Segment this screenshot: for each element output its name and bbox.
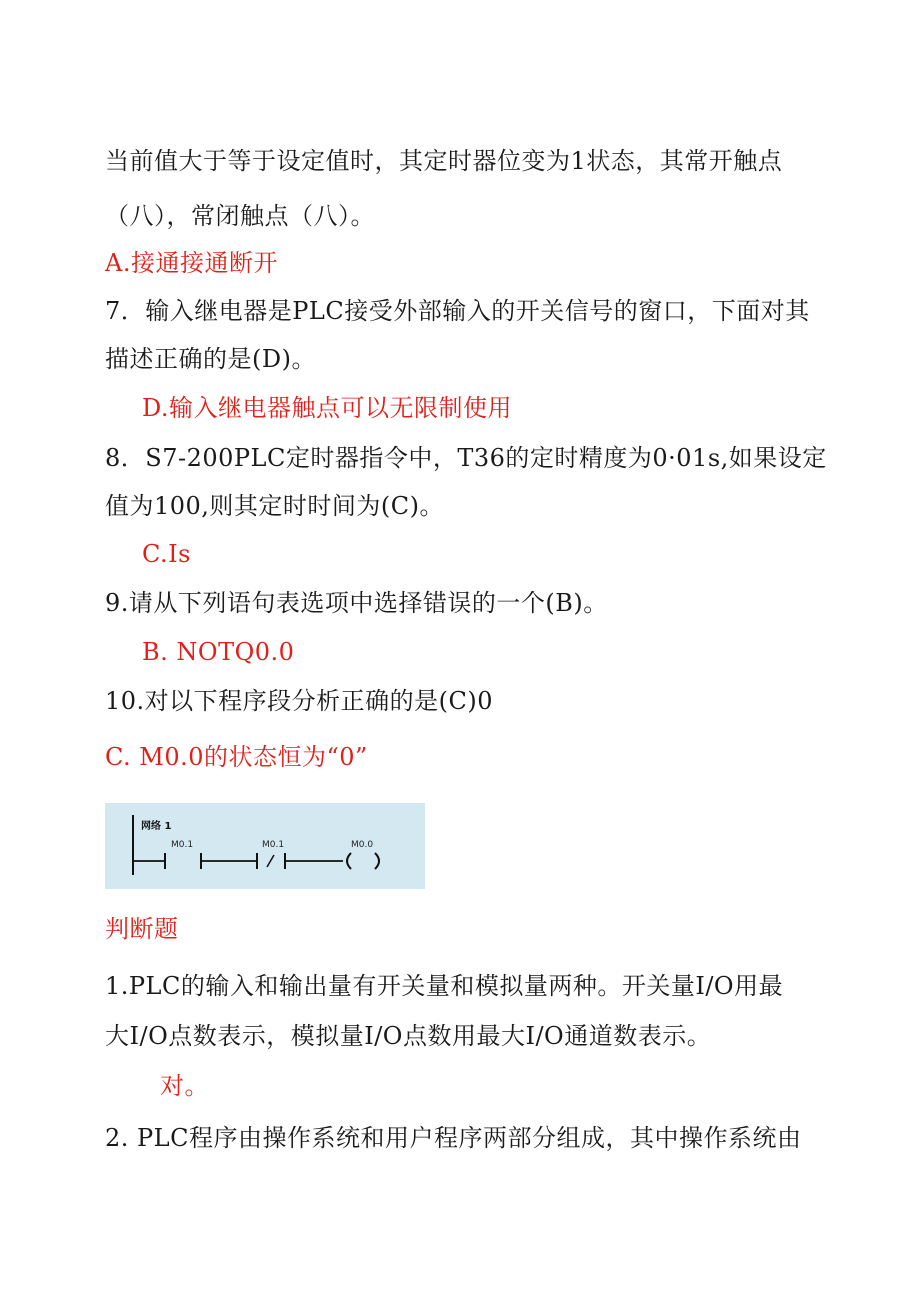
section-heading-judgment: 判断题 bbox=[105, 915, 179, 943]
contact2-slash bbox=[267, 855, 274, 867]
question-7-line: 7．输入继电器是PLC接受外部输入的开关信号的窗口，下面对其 bbox=[105, 297, 810, 325]
answer-9: B. NOTQ0.0 bbox=[142, 638, 295, 666]
question-text-line: 当前值大于等于设定值时，其定时器位变为1状态，其常开触点 bbox=[105, 147, 783, 175]
ladder-diagram-svg bbox=[105, 803, 425, 889]
question-8-line: 值为100,则其定时时间为(C)。 bbox=[105, 492, 445, 520]
question-9: 9.请从下列语句表选项中选择错误的一个(B)。 bbox=[105, 589, 608, 617]
coil-left-paren bbox=[347, 853, 351, 869]
contact2-label: M0.1 bbox=[262, 840, 285, 850]
answer-7: D.输入继电器触点可以无限制使用 bbox=[142, 394, 513, 422]
question-8-line: 8．S7-200PLC定时器指令中，T36的定时精度为0·01s,如果设定 bbox=[105, 444, 827, 472]
coil-label: M0.0 bbox=[351, 840, 374, 850]
question-text-line: （八），常闭触点（八）。 bbox=[105, 202, 375, 230]
judgment-2-line: 2. PLC程序由操作系统和用户程序两部分组成，其中操作系统由 bbox=[105, 1124, 802, 1152]
answer-8: C.Is bbox=[142, 540, 191, 568]
question-7-line: 描述正确的是(D)。 bbox=[105, 345, 316, 373]
judgment-1-answer: 对。 bbox=[160, 1072, 209, 1100]
judgment-1-line: 大I/O点数表示，模拟量I/O点数用最大I/O通道数表示。 bbox=[105, 1022, 712, 1050]
ladder-diagram bbox=[105, 803, 425, 889]
question-10: 10.对以下程序段分析正确的是(C)0 bbox=[105, 687, 494, 715]
answer-10: C. M0.0的状态恒为“0” bbox=[105, 743, 368, 771]
coil-right-paren bbox=[375, 853, 379, 869]
network-label: 网络 1 bbox=[141, 821, 172, 832]
contact1-label: M0.1 bbox=[171, 840, 194, 850]
judgment-1-line: 1.PLC的输入和输出量有开关量和模拟量两种。开关量I/O用最 bbox=[105, 972, 784, 1000]
answer-text: A.接通接通断开 bbox=[105, 249, 278, 277]
